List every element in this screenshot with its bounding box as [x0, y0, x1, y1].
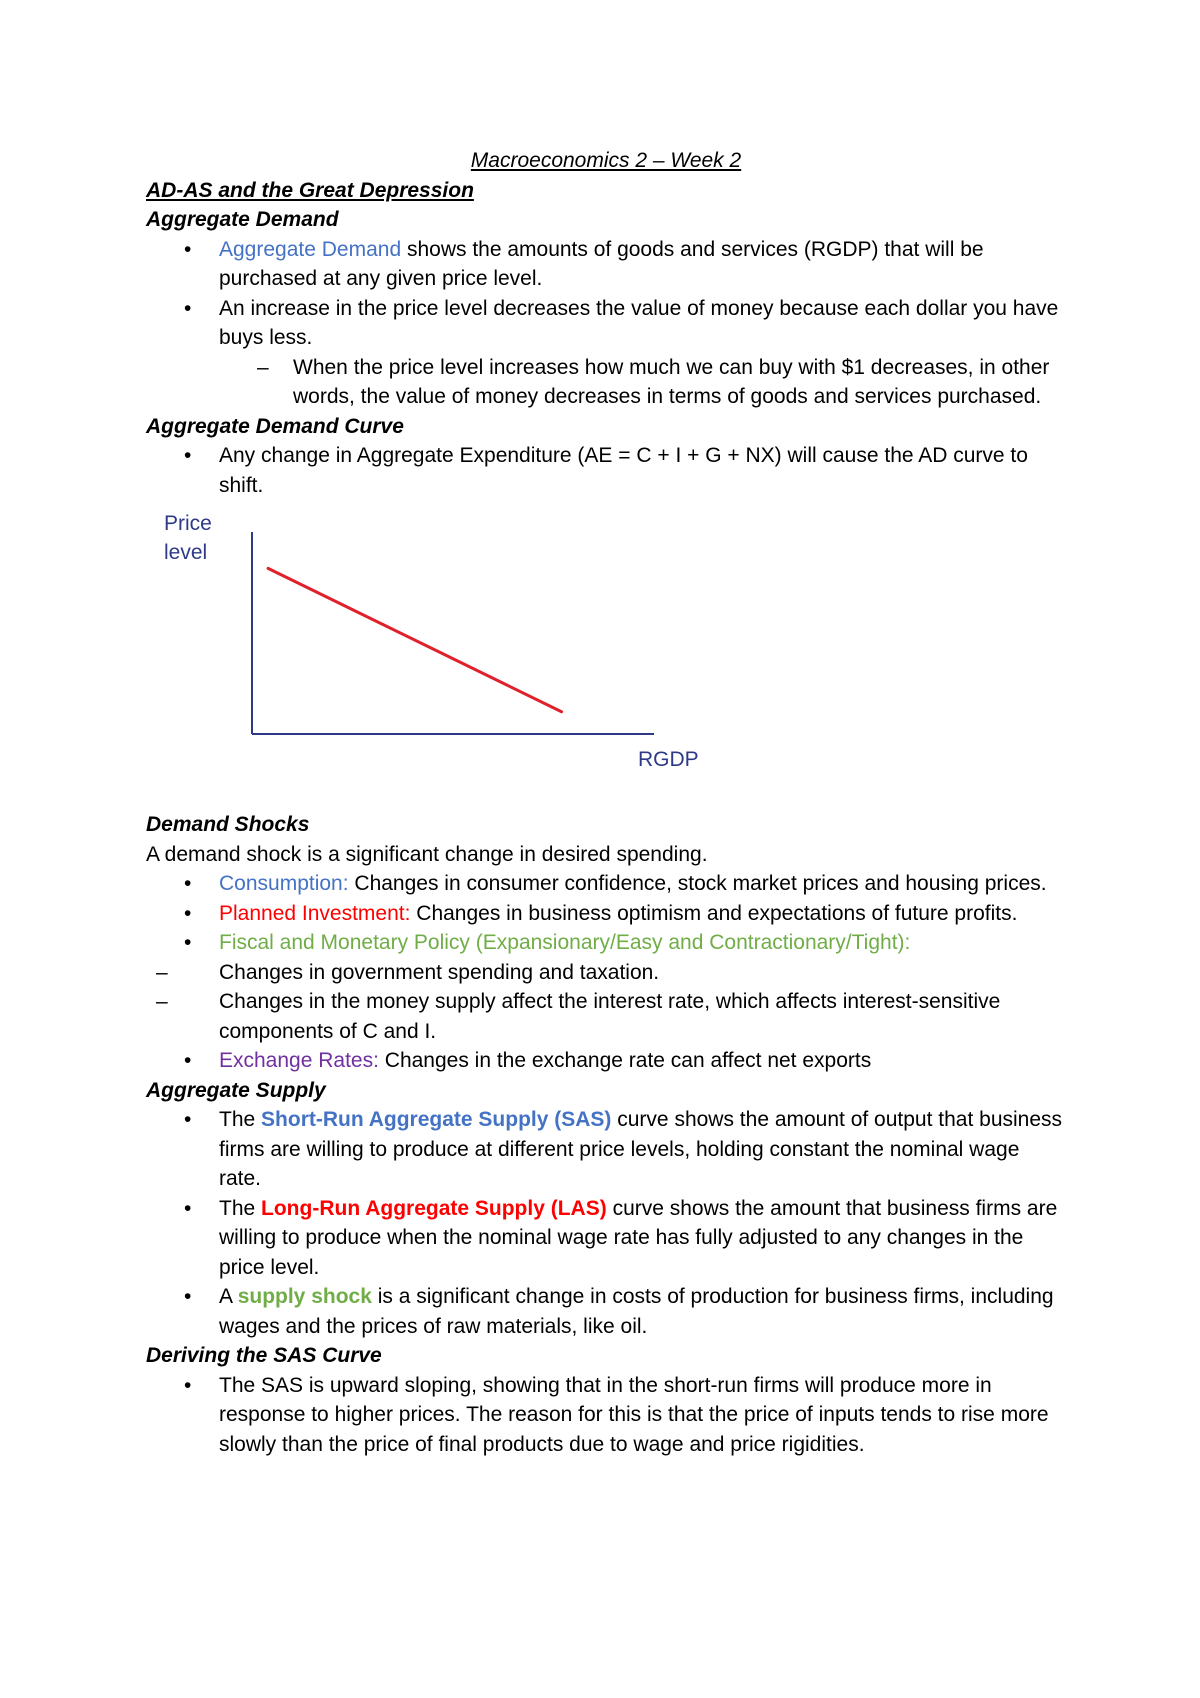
list-item	[146, 1371, 1066, 1460]
sub-list	[219, 353, 1066, 412]
list-item	[146, 1105, 1066, 1194]
exchange-term: Exchange Rates:	[219, 1049, 379, 1072]
policy-sub-text-1: Changes in government spending and taxation.	[219, 960, 660, 984]
list-item	[146, 958, 1066, 988]
ad-curve-list	[146, 441, 1066, 500]
policy-term: Fiscal and Monetary Policy (Expansionary/Easy and Contractionary/Tight):	[219, 931, 911, 954]
deriving-sas-list	[146, 1371, 1066, 1460]
las-text: curve shows the amount that business firms are willing to produce when the nominal wage rate has fully adjusted to any changes in the price level.	[219, 1196, 1058, 1279]
sas-prefix: The	[219, 1108, 262, 1131]
ad-curve-text: Any change in Aggregate Expenditure (AE = C + I + G + NX) will cause the AD curve to shift.	[219, 444, 1028, 497]
list-item	[146, 441, 1066, 500]
las-prefix: The	[219, 1196, 262, 1220]
aggregate-supply-list	[146, 1105, 1066, 1341]
list-item	[146, 1194, 1066, 1283]
sub-list-item	[146, 353, 1066, 412]
list-item	[146, 928, 1066, 958]
aggregate-supply-heading: Aggregate Supply	[146, 1078, 326, 1102]
deriving-sas-heading: Deriving the SAS Curve	[146, 1344, 382, 1367]
price-level-money-text: An increase in the price level decreases the value of money because each dollar you have buys less.	[219, 296, 1059, 349]
investment-text: Changes in business optimism and expectations of future profits.	[410, 901, 1018, 925]
value-of-money-text: When the price level increases how much we can buy with $1 decreases, in other words, the value of money decreases in terms of goods and services purchased.	[293, 355, 1050, 408]
deriving-sas-text: The SAS is upward sloping, showing that in the short-run firms will produce more in response to higher prices. The reason for this is that the price of inputs tends to rise more slowly than the price of final products due to wage and price rigidities.	[219, 1373, 1049, 1456]
sas-term: Short-Run Aggregate Supply (SAS)	[261, 1108, 612, 1131]
aggregate-demand-term: Aggregate Demand	[219, 237, 402, 261]
demand-shocks-list	[146, 869, 1066, 958]
list-item	[146, 1046, 1066, 1076]
document-content	[146, 146, 1066, 1459]
ad-curve-line	[268, 568, 561, 711]
aggregate-demand-list	[146, 235, 1066, 412]
document-title: Macroeconomics 2 – Week 2	[470, 149, 742, 172]
aggregate-demand-heading: Aggregate Demand	[146, 208, 339, 231]
y-axis-label-line1: Price	[164, 512, 212, 535]
list-item	[146, 869, 1066, 899]
list-item	[146, 235, 1066, 294]
sas-text: curve shows the amount of output that business firms are willing to produce at different price levels, holding constant the nominal wage rate.	[219, 1108, 1063, 1190]
ad-curve-chart	[146, 504, 1066, 804]
demand-shocks-intro: A demand shock is a significant change in desired spending.	[146, 842, 708, 866]
aggregate-demand-definition: shows the amounts of goods and services (RGDP) that will be purchased at any given price level.	[219, 237, 984, 290]
consumption-term: Consumption:	[219, 872, 349, 895]
y-axis-label-line2: level	[164, 541, 208, 564]
policy-sub-list	[146, 958, 1066, 1047]
demand-shocks-heading: Demand Shocks	[146, 813, 310, 836]
list-item	[146, 1282, 1066, 1341]
ad-curve-svg	[146, 504, 1066, 804]
investment-term: Planned Investment:	[219, 901, 411, 925]
shock-prefix: A	[219, 1285, 238, 1308]
list-item	[146, 899, 1066, 929]
policy-sub-text-2: Changes in the money supply affect the interest rate, which affects interest-sensitive components of C and I.	[219, 990, 1001, 1043]
exchange-rate-list	[146, 1046, 1066, 1076]
las-term: Long-Run Aggregate Supply (LAS)	[261, 1196, 607, 1220]
list-item	[146, 987, 1066, 1046]
exchange-text: Changes in the exchange rate can affect net exports	[378, 1049, 872, 1072]
section-heading: AD-AS and the Great Depression	[146, 178, 474, 202]
ad-curve-heading: Aggregate Demand Curve	[146, 414, 404, 438]
supply-shock-text: is a significant change in costs of production for business firms, including wages and the prices of raw materials, like oil.	[219, 1285, 1054, 1338]
x-axis-label: RGDP	[638, 748, 699, 771]
consumption-text: Changes in consumer confidence, stock market prices and housing prices.	[348, 872, 1047, 895]
list-item	[146, 294, 1066, 412]
supply-shock-term: supply shock	[237, 1285, 372, 1308]
